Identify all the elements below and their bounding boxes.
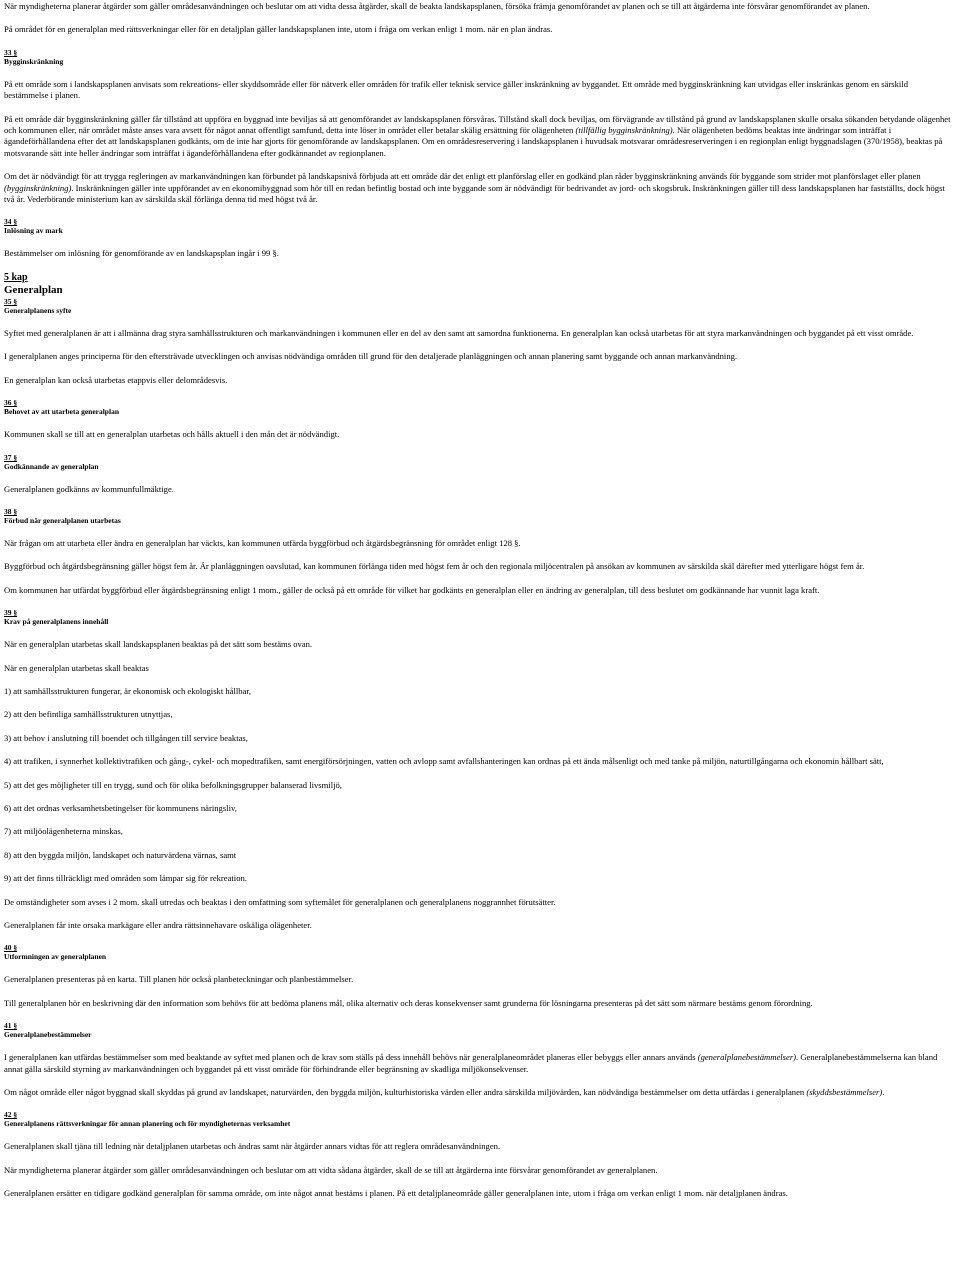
text-run: På ett område där bygginskränkning gäller får tillstånd att uppföra en byggnad inte beviljas så att genomförandet av landskapsplanen försvåras. Tillstånd skall dock beviljas, om förvägrande av tillstånd på grund av landskapsplanen skulle orsaka sökanden betydande olägenhet och kommunen eller, när området måste anses vara avsett för något annat offentligt samfund, detta inte löser in området eller betalar skälig ersättning för olägenheten	[4, 113, 951, 136]
text-run: .	[882, 1087, 885, 1098]
paragraph: 6) att det ordnas verksamhetsbetingelser för kommunens näringsliv,	[4, 802, 237, 813]
section-title: Inlösning av mark	[4, 226, 63, 236]
paragraph: Generalplanen ersätter en tidigare godkänd generalplan för samma område, om inte något annat bestäms i planen. På ett detaljplaneområde gäller generalplanen inte, utom i fråga om verkan enligt 1 mom. när detaljplanen ändras.	[4, 1188, 788, 1199]
paragraph: 9) att det finns tillräckligt med områden som lämpar sig för rekreation.	[4, 873, 247, 884]
section-title: Krav på generalplanens innehåll	[4, 617, 109, 627]
paragraph: Syftet med generalplanen är att i allmänna drag styra samhällsstrukturen och markanvändningen i kommunen eller en del av den samt att samordna funktionerna. En generalplan kan också utarbetas för att styra markanvändningen och byggandet på ett visst område.	[4, 327, 914, 338]
section-number: 40 §	[4, 943, 18, 953]
paragraph: 5) att det ges möjligheter till en trygg, sund och för olika befolkningsgrupper balanserad livsmiljö,	[4, 779, 342, 790]
italic-term: (generalplanebestämmelser)	[697, 1052, 797, 1063]
paragraph: När frågan om att utarbeta eller ändra en generalplan har väckts, kan kommunen utfärda byggförbud och åtgärdsbegränsning för området enligt 128 §.	[4, 537, 521, 548]
chapter-number: 5 kap	[4, 271, 28, 283]
paragraph: När en generalplan utarbetas skall landskapsplanen beaktas på det sätt som bestäms ovan.	[4, 639, 313, 650]
paragraph: 2) att den befintliga samhällsstrukturen utnyttjas,	[4, 709, 173, 720]
section-number: 33 §	[4, 47, 18, 57]
italic-term: (bygginskränkning)	[4, 182, 72, 193]
section-number: 36 §	[4, 398, 18, 408]
paragraph: På området för en generalplan med rättsverkningar eller för en detaljplan gäller landskapsplanen inte, utom i fråga om verkan enligt 1 mom. när en plan ändras.	[4, 24, 553, 35]
text-run: . Inskränkningen gäller inte uppförandet av en ekonomibyggnad som hör till en redan befintlig bostad och inte byggande som är nödvändigt för bedrivandet av jord- och skogsbruk. Inskränkningen gäller till dess landskapsplanen har fastställts, dock högst två år. Vederbörande ministerium kan av särskilda skäl förlänga denna tid med högst två år.	[4, 182, 945, 205]
text-run: I generalplanen kan utfärdas bestämmelser som med beaktande av syftet med planen och de krav som ställs på dess innehåll behövs när generalplaneområdet planeras eller bebyggs eller annars används	[4, 1052, 698, 1063]
section-number: 38 §	[4, 506, 18, 516]
chapter-title: Generalplan	[4, 283, 63, 296]
section-title: Utformningen av generalplanen	[4, 952, 107, 962]
section-title: Generalplanebestämmelser	[4, 1030, 92, 1040]
paragraph: 8) att den byggda miljön, landskapet och naturvärdena värnas, samt	[4, 849, 237, 860]
paragraph: När myndigheterna planerar åtgärder som gäller områdesanvändningen och beslutar om att vidta sådana åtgärder, skall de se till att åtgärderna inte försvårar genomförandet av generalplanen.	[4, 1164, 658, 1175]
paragraph: En generalplan kan också utarbetas etappvis eller delområdesvis.	[4, 374, 228, 385]
paragraph: Generalplanen presenteras på en karta. Till planen hör också planbeteckningar och planbestämmelser.	[4, 974, 354, 985]
paragraph: När en generalplan utarbetas skall beaktas	[4, 662, 149, 673]
paragraph: De omständigheter som avses i 2 mom. skall utredas och beaktas i den omfattning som syftemålet för generalplanen och generalplanens noggrannhet förutsätter.	[4, 896, 556, 907]
section-title: Behovet av att utarbeta generalplan	[4, 407, 119, 417]
italic-term: (tillfällig bygginskränkning)	[575, 125, 673, 136]
paragraph: Bestämmelser om inlösning för genomförande av en landskapsplan ingår i 99 §.	[4, 248, 279, 259]
text-run: Om något område eller något byggnad skall skyddas på grund av landskapet, naturvärden, den byggda miljön, kulturhistoriska värden eller andra särskilda miljövärden, kan nödvändiga bestämmelser om detta utfärdas i generalplanen	[4, 1087, 807, 1098]
paragraph: 1) att samhällsstrukturen fungerar, är ekonomisk och ekologiskt hållbar,	[4, 685, 252, 696]
paragraph: Till generalplanen hör en beskrivning där den information som behövs för att bedöma planens mål, olika alternativ och deras konsekvenser samt grunderna för lösningarna presenteras på det sätt som närmare bestäms genom förordning.	[4, 997, 813, 1008]
paragraph: 7) att miljöolägenheterna minskas,	[4, 826, 123, 837]
paragraph: Generalplanen godkänns av kommunfullmäktige.	[4, 483, 174, 494]
section-number: 35 §	[4, 296, 18, 306]
paragraph: 4) att trafiken, i synnerhet kollektivtrafiken och gång-, cykel- och mopedtrafiken, samt energiförsörjningen, vatten och avlopp samt avfallshanteringen kan ordnas på ett ända målsenligt och med tanke på miljön, naturtillgångarna och ekonomin hållbart sätt,	[4, 756, 884, 767]
text-run: . Generalplanebestämmelserna kan bland annat gälla särskild styrning av markanvändningen och byggandet på ett visst område för förhindrande eller begränsning av skadliga miljökonsekvenser.	[4, 1052, 938, 1074]
section-title: Förbud när generalplanen utarbetas	[4, 515, 121, 525]
section-number: 39 §	[4, 608, 18, 618]
paragraph: Generalplanen skall tjäna till ledning när detaljplanen utarbetas och ändras samt när åtgärder annars vidtas för att reglera områdesanvändningen.	[4, 1141, 501, 1152]
paragraph: Generalplanen får inte orsaka markägare eller andra rättsinnehavare oskäliga olägenheter.	[4, 920, 312, 930]
paragraph: På ett område som i landskapsplanen anvisats som rekreations- eller skyddsområde eller för nätverk eller områden för trafik eller teknisk service gäller inskränkning av byggandet. Ett område med bygginskränkning kan utvidgas eller inskränkas genom en särskild bestämmelse i planen.	[4, 78, 908, 101]
paragraph: 3) att behov i anslutning till boendet och tillgången till service beaktas,	[4, 732, 248, 743]
section-title: Godkännande av generalplan	[4, 461, 99, 471]
section-title: Bygginskränkning	[4, 56, 64, 66]
section-number: 37 §	[4, 452, 18, 462]
section-number: 42 §	[4, 1110, 18, 1120]
paragraph: Byggförbud och åtgärdsbegränsning gäller högst fem år. Är planläggningen oavslutad, kan kommunen förlänga tiden med högst fem år och den regionala miljöcentralen på ansökan av kommunen av särskilda skäl därefter med ytterligare högst fem år.	[4, 561, 865, 572]
paragraph: I generalplanen anges principerna för den eftersträvade utvecklingen och anvisas nödvändiga områden till grund för den detaljerade planläggningen och annan planering samt byggande och annan markanvändning.	[4, 351, 738, 362]
text-run: . När olägenheten bedöms beaktas inte ändringar som inträffat i ägandeförhållandena efter det att landskapsplanen godkänts, om de inte har gjorts för genomförande av landskapsplanen. Om en områdesreservering i landskapsplanen i huvudsak motsvarar områdesreserveringen i en regionplan enligt byggnadslagen (370/1958), beaktas på motsvarande sätt inte heller ändringar som inträffat i ägandeförhållandena efter godkännandet av regionplanen.	[4, 125, 943, 158]
section-title: Generalplanens rättsverkningar för annan planering och för myndigheternas verksamhet	[4, 1119, 291, 1129]
paragraph	[4, 171, 954, 205]
paragraph: När myndigheterna planerar åtgärder som gäller områdesanvändningen och beslutar om att vidta dessa åtgärder, skall de beakta landskapsplanen, försöka främja genomförandet av planen och se till att åtgärderna inte försvårar genomförandet av planen.	[4, 1, 870, 11]
paragraph	[4, 1087, 954, 1098]
section-number: 34 §	[4, 217, 18, 227]
italic-term: (skyddsbestämmelser)	[806, 1087, 883, 1098]
section-number: 41 §	[4, 1021, 18, 1031]
paragraph	[4, 114, 954, 160]
paragraph: Kommunen skall se till att en generalplan utarbetas och hålls aktuell i den mån det är nödvändigt.	[4, 429, 340, 440]
text-run: Om det är nödvändigt för att trygga regleringen av markanvändningen kan förbundet på landskapsnivå förbjuda att ett område där det enligt ett planförslag eller en godkänd plan råder bygginskränkning används för byggande som strider mot planförslaget eller planen	[4, 171, 921, 182]
paragraph	[4, 1052, 954, 1075]
section-title: Generalplanens syfte	[4, 305, 72, 315]
paragraph: Om kommunen har utfärdat byggförbud eller åtgärdsbegränsning enligt 1 mom., gäller de också på ett område för vilket har godkänts en generalplan eller en ändring av generalplan, till dess beslutet om godkännande har vunnit laga kraft.	[4, 584, 820, 595]
